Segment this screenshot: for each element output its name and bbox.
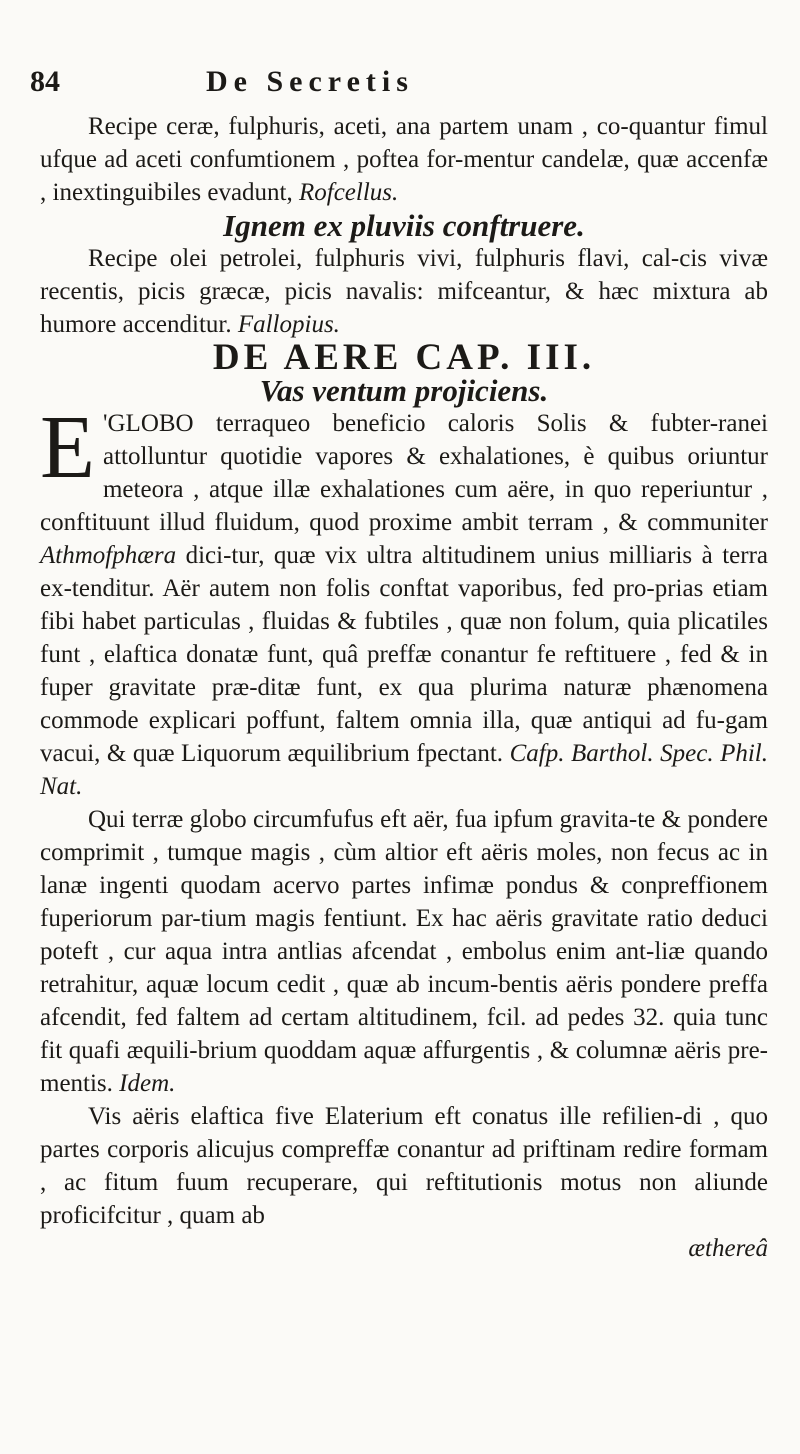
section-heading: Vas ventum projiciens.	[259, 373, 549, 408]
source-citation: Fallopius.	[237, 311, 340, 338]
catchword: æthereâ	[688, 1235, 768, 1262]
paragraph-text: dici-tur, quæ vix ultra altitudinem unius milliaris à terra ex-tenditur. Aër autem non folis conftat vaporibus, fed pro-prias etiam fibi habet particulas , fluidas & fubtiles , quæ non folum, quia plicatiles funt , elaftica donatæ funt, quâ preffæ conantur fe reftituere , fed & in fuper gravitate præ-ditæ funt, ex qua plurima naturæ phænomena commode explicari poffunt, faltem omnia illa, quæ antiqui ad fu-gam vacui, & quæ Liquorum æquilibrium fpectant.	[40, 542, 768, 767]
chapter-title: DE AERE CAP. III.	[212, 337, 596, 378]
paragraph-text: Recipe olei petrolei, fulphuris vivi, fulphuris flavi, cal-cis vivæ recentis, picis græcæ, picis navalis: mifceantur, & hæc mixtura ab humore accenditur.	[40, 245, 768, 338]
paragraph-fire	[40, 242, 768, 341]
paragraph-text: Vis aëris elaftica five Elaterium eft conatus ille refilien-di , quo partes corporis alicujus compreffæ conantur ad priftinam redire formam , ac fitum fuum recuperare, qui reftitutionis motus non aliunde proficifcitur , quam ab	[40, 1103, 768, 1229]
page-body	[40, 110, 768, 1265]
paragraph-elasticity	[40, 1100, 768, 1232]
source-citation: Cafp. Barthol. Spec. Phil. Nat.	[40, 740, 768, 800]
paragraph-text: Recipe ceræ, fulphuris, aceti, ana partem unam , co-quantur fimul ufque ad aceti confumtionem , poftea for-mentur candelæ, quæ accenfæ , inextinguibiles evadunt,	[40, 113, 768, 206]
paragraph-text: Qui terræ globo circumfufus eft aër, fua ipfum gravita-te & pondere comprimit , tumque magis , cùm altior eft aëris moles, non fecus ac in lanæ ingenti quodam acervo partes infimæ pondus & conpreffionem fuperiorum par-tium magis fentiunt. Ex hac aëris gravitate ratio deduci poteft , cur aqua intra antlias afcendat , embolus enim ant-liæ quando retrahitur, aquæ locum cedit , quæ ab incum-bentis aëris pondere preffa afcendit, fed faltem ad certam altitudinem, fcil. ad pedes 32. quia tunc fit quafi æquili-brium quoddam aquæ affurgentis , & columnæ aëris pre-mentis.	[40, 806, 768, 1097]
paragraph-atmosphere	[40, 398, 768, 803]
paragraph-candles	[40, 110, 768, 209]
section-heading: Ignem ex pluviis conftruere.	[223, 208, 585, 243]
paragraph-text: 'GLOBO terraqueo beneficio caloris Solis & fubter-ranei attolluntur quotidie vapores & exhalationes, è quibus oriuntur meteora , atque illæ exhalationes cum aëre, in quo reperiuntur , conftituunt illud fluidum, quod proxime ambit terram , & communiter	[40, 410, 768, 536]
drop-capital: E	[40, 398, 95, 497]
source-citation: Rofcellus.	[298, 179, 399, 206]
term-athmosphaera: Athmofphæra	[40, 542, 177, 569]
page-number: 84	[30, 65, 60, 98]
paragraph-gravity	[40, 803, 768, 1100]
page-header	[30, 65, 760, 105]
running-title: De Secretis	[206, 65, 414, 98]
source-citation: Idem.	[119, 1070, 176, 1097]
